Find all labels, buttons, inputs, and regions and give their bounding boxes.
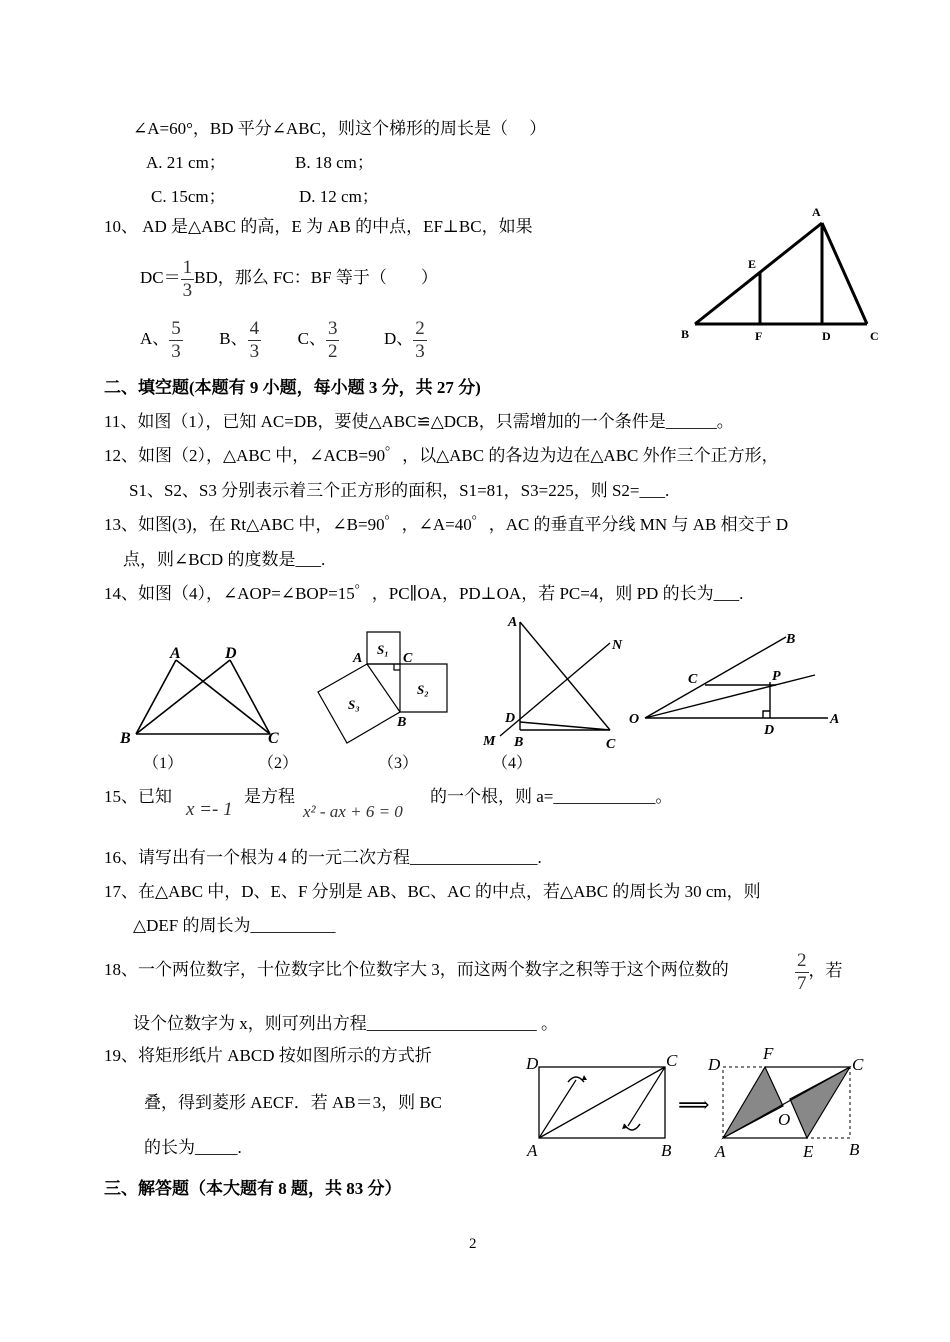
fold-right-label-b: B bbox=[849, 1140, 860, 1159]
q18-fraction bbox=[795, 950, 809, 995]
fig3-label-d: D bbox=[505, 711, 516, 726]
fold-right-label-e: E bbox=[803, 1142, 814, 1161]
fig1-label-c: C bbox=[268, 730, 279, 747]
fold-right-label-d: D bbox=[708, 1055, 721, 1074]
q17-line1: 17、在△ABC 中，D、E、F 分别是 AB、BC、AC 的中点，若△ABC 的周长为 30 cm，则 bbox=[104, 882, 761, 901]
q15-mid: 是方程 bbox=[244, 787, 295, 806]
fig4-label-a: A bbox=[830, 712, 840, 727]
q18-fraction-wrap bbox=[795, 948, 843, 995]
fig2-caption: （2） bbox=[258, 755, 299, 772]
q11-text: 11、如图（1），已知 AC=DB，要使△ABC≌△DCB，只需增加的一个条件是______。 bbox=[104, 412, 734, 431]
fold-right-label-o: O bbox=[778, 1110, 791, 1129]
q10-label-c: C bbox=[870, 329, 879, 343]
figures-row bbox=[110, 608, 850, 773]
fold-left-label-d: D bbox=[526, 1054, 539, 1073]
fig2-label-a: A bbox=[353, 651, 363, 666]
q9-tail: ∠A=60°，BD 平分∠ABC，则这个梯形的周长是（ ） bbox=[133, 119, 547, 138]
q15-prefix: 15、已知 bbox=[104, 787, 172, 806]
q10-option-c-den: 2 bbox=[327, 340, 338, 362]
fold-right-label-a: A bbox=[715, 1142, 726, 1161]
q10-option-b-num: 4 bbox=[249, 317, 260, 339]
q18-line2: 设个位数字为 x，则可列出方程____________________ 。 bbox=[133, 1014, 558, 1033]
fig3-label-a: A bbox=[508, 615, 518, 630]
q10-option-d-label: D、 bbox=[383, 329, 414, 348]
fig2-label-s1: S₁ bbox=[377, 642, 389, 657]
page-number: 2 bbox=[469, 1236, 477, 1252]
fig3-caption: （3） bbox=[378, 755, 419, 772]
q19-line1: 19、将矩形纸片 ABCD 按如图所示的方式折 bbox=[104, 1046, 432, 1065]
q10-option-c-num: 3 bbox=[327, 317, 338, 339]
fig4-label-c: C bbox=[688, 672, 698, 687]
q19-line2: 叠，得到菱形 AECF．若 AB＝3，则 BC bbox=[144, 1093, 442, 1112]
q10-options bbox=[140, 316, 427, 363]
fig4-label-b: B bbox=[786, 632, 796, 647]
q10-figure bbox=[675, 200, 890, 350]
fig2-label-b: B bbox=[397, 715, 407, 730]
q13-line2: 点，则∠BCD 的度数是___. bbox=[123, 550, 326, 569]
q10-option-c-label: C、 bbox=[297, 329, 326, 348]
q16-text: 16、请写出有一个根为 4 的一元二次方程_______________. bbox=[104, 848, 542, 867]
q10-label-b: B bbox=[681, 327, 690, 341]
fig2-label-s2: S₂ bbox=[417, 682, 429, 697]
fig3-label-m: M bbox=[483, 734, 496, 749]
q9-option-d: D. 12 cm； bbox=[299, 187, 379, 206]
q12-line2: S1、S2、S3 分别表示着三个正方形的面积，S1=81，S3=225，则 S2=___. bbox=[129, 481, 670, 500]
q9-option-b: B. 18 cm； bbox=[295, 153, 374, 172]
fold-arrow-icon bbox=[568, 1077, 584, 1082]
fig3-label-n: N bbox=[612, 638, 623, 653]
fig3-label-b: B bbox=[514, 735, 524, 750]
q10-frac-num: 1 bbox=[182, 256, 193, 278]
fold-left-label-b: B bbox=[661, 1141, 672, 1160]
q12-line1: 12、如图（2），△ABC 中，∠ACB=90゜，以△ABC 的各边为边在△ABC 外作三个正方形， bbox=[104, 446, 779, 465]
q18-line1-end: ，若 bbox=[808, 961, 843, 980]
q10-label-e: E bbox=[748, 257, 757, 271]
q18-frac-num: 2 bbox=[797, 949, 807, 971]
q10-option-a-den: 3 bbox=[171, 340, 181, 362]
q10-dc-prefix: DC＝ bbox=[140, 268, 181, 287]
fold-arrow-icon bbox=[624, 1124, 640, 1130]
figure-4 bbox=[629, 632, 839, 738]
q10-label-a: A bbox=[812, 205, 821, 219]
figure-1 bbox=[119, 645, 279, 747]
fold-figure bbox=[520, 1044, 880, 1164]
q10-option-d-num: 2 bbox=[415, 317, 425, 339]
fold-right-rhombus bbox=[707, 1044, 864, 1161]
q14-text: 14、如图（4），∠AOP=∠BOP=15゜，PC∥OA，PD⊥OA，若 PC=4，则 PD 的长为___. bbox=[104, 584, 744, 603]
q9-option-a: A. 21 cm； bbox=[146, 153, 226, 172]
q17-line2: △DEF 的周长为__________ bbox=[133, 916, 336, 935]
q10-label-f: F bbox=[755, 329, 763, 343]
q10-option-d-frac bbox=[413, 318, 427, 363]
fold-left-label-a: A bbox=[527, 1141, 538, 1160]
fig3-label-c: C bbox=[606, 737, 616, 752]
q15-suffix: 的一个根，则 a=____________。 bbox=[430, 787, 673, 806]
fold-right-label-c: C bbox=[852, 1055, 864, 1074]
q18-frac-den: 7 bbox=[797, 972, 807, 994]
q13-line1: 13、如图(3)，在 Rt△ABC 中，∠B=90゜，∠A=40゜，AC 的垂直平分线 MN 与 AB 相交于 D bbox=[104, 515, 789, 534]
q18-line1: 18、一个两位数字，十位数字比个位数字大 3，而这两个数字之积等于这个两位数的 bbox=[104, 960, 729, 979]
q19-line3: 的长为_____. bbox=[144, 1138, 242, 1157]
fig1-label-b: B bbox=[120, 730, 131, 747]
fig1-label-a: A bbox=[170, 645, 181, 662]
q10-fraction bbox=[181, 257, 195, 302]
q10-option-a-num: 5 bbox=[171, 317, 181, 339]
q10-option-b-den: 3 bbox=[249, 340, 260, 362]
fig1-caption: （1） bbox=[143, 755, 184, 772]
q10-line2 bbox=[140, 255, 438, 302]
fold-right-label-f: F bbox=[763, 1044, 774, 1063]
fig1-label-d: D bbox=[225, 645, 237, 662]
q10-label-d: D bbox=[822, 329, 831, 343]
fold-left-label-c: C bbox=[666, 1051, 678, 1070]
fig4-label-d: D bbox=[764, 723, 775, 738]
q10-line1: 10、 AD 是△ABC 的高，E 为 AB 的中点，EF⊥BC，如果 bbox=[104, 217, 533, 236]
q10-option-c-frac bbox=[326, 318, 340, 363]
q10-option-b-label: B、 bbox=[219, 329, 248, 348]
fold-left-rectangle bbox=[525, 1051, 678, 1160]
q9-option-c: C. 15cm； bbox=[151, 187, 226, 206]
section3-title: 三、解答题（本大题有 8 题，共 83 分） bbox=[104, 1179, 402, 1198]
section2-title: 二、填空题(本题有 9 小题，每小题 3 分，共 27 分) bbox=[104, 378, 481, 397]
figure-3 bbox=[482, 615, 623, 752]
fig2-label-s3: S₃ bbox=[348, 697, 360, 712]
q10-option-a-frac bbox=[169, 318, 183, 363]
fig2-label-c: C bbox=[403, 651, 413, 666]
fig4-caption: （4） bbox=[492, 755, 533, 772]
q10-line-ac bbox=[822, 223, 867, 324]
fig4-label-o: O bbox=[629, 712, 640, 727]
q10-option-d-den: 3 bbox=[415, 340, 425, 362]
q10-frac-den: 3 bbox=[182, 279, 193, 301]
q10-option-b-frac bbox=[248, 318, 262, 363]
q10-option-a-label: A、 bbox=[140, 329, 170, 348]
q15-equation-root: x =- 1 bbox=[186, 799, 233, 820]
fold-transform-arrow-icon: ⟹ bbox=[678, 1092, 710, 1117]
fig4-label-p: P bbox=[772, 669, 781, 684]
q10-dc-suffix: BD，那么 FC：BF 等于（ ） bbox=[194, 268, 438, 287]
figure-2 bbox=[318, 632, 447, 743]
q15-equation: x² - ax + 6 = 0 bbox=[303, 802, 403, 821]
